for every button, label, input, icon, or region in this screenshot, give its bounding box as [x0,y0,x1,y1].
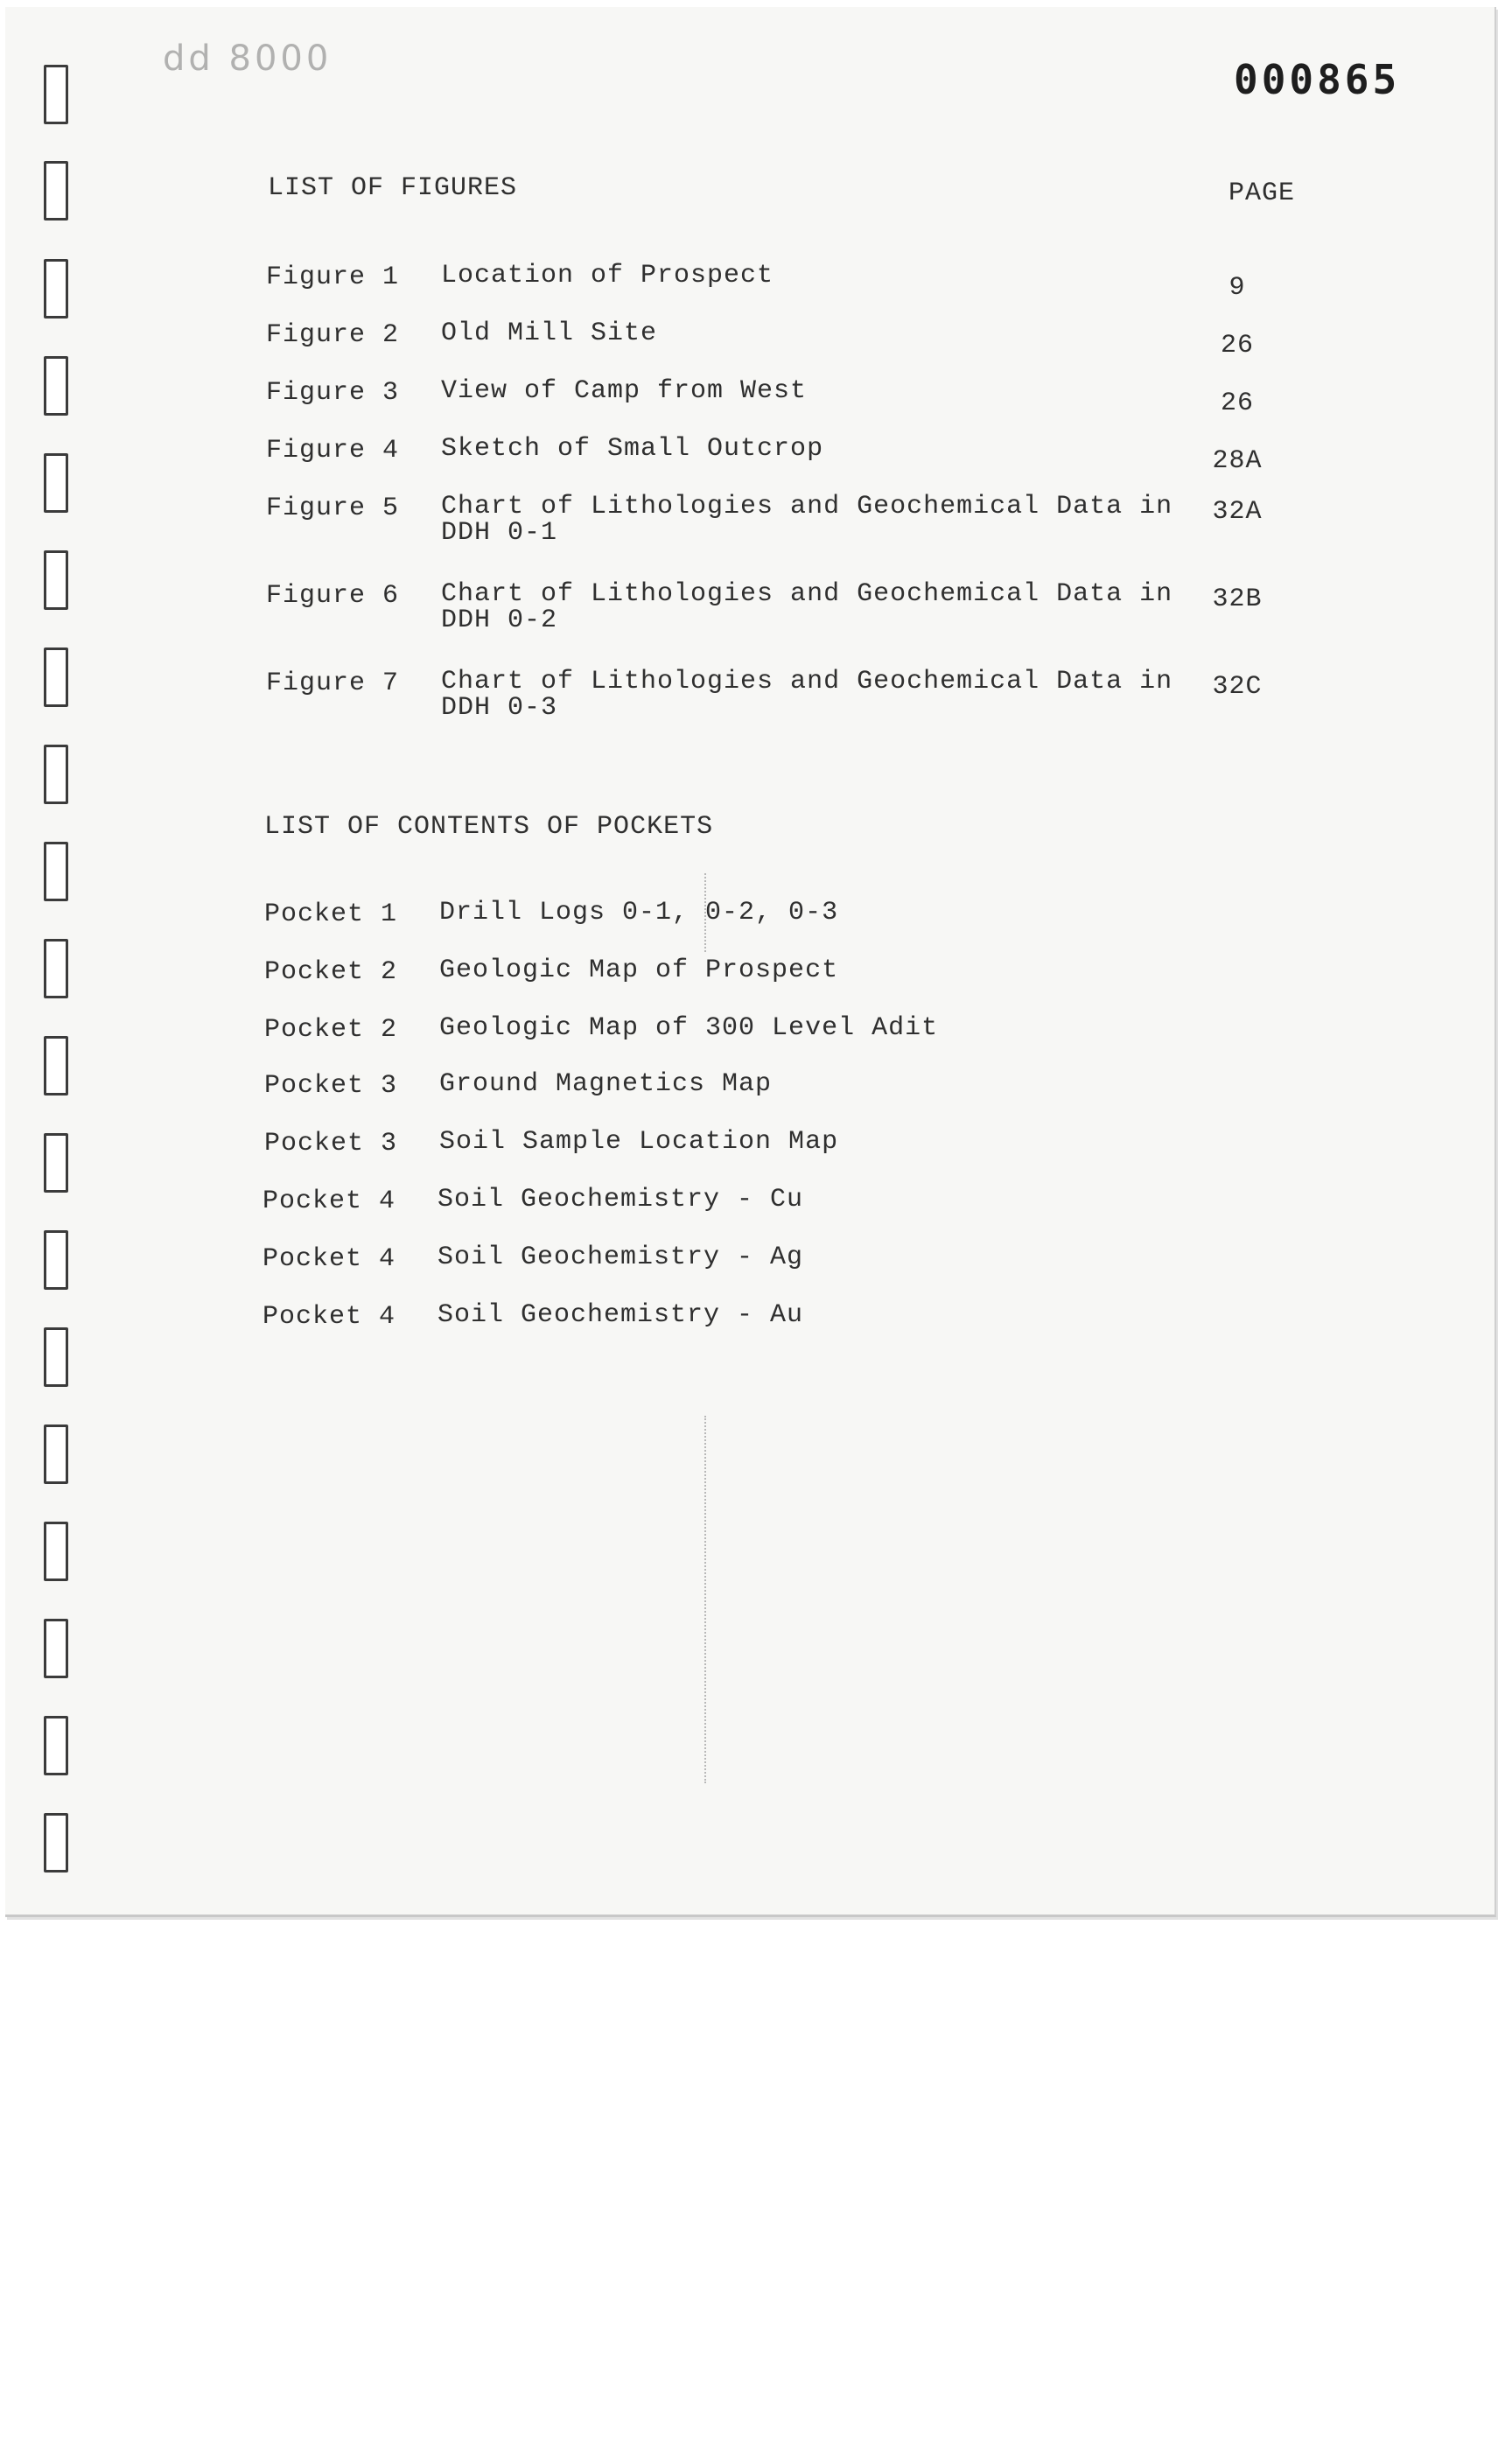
figure-row [266,320,1272,360]
binder-hole-icon [44,648,68,707]
pocket-label: Pocket 4 [262,1244,396,1274]
pocket-title: Soil Geochemistry - Au [438,1300,804,1330]
binder-hole-icon [44,161,68,220]
document-number: 000865 [1234,56,1401,103]
figure-page: 28A [1212,446,1263,476]
faded-stamp: dd 8000 [163,38,332,79]
figure-page: 9 [1228,273,1246,303]
figure-title: Old Mill Site [441,318,658,348]
figure-label: Figure 1 [266,262,400,292]
pocket-row [262,1244,1199,1274]
figure-label: Figure 4 [266,436,400,466]
binder-hole-icon [44,550,68,610]
binder-hole-icon [44,453,68,513]
figure-page: 32C [1212,672,1263,702]
pocket-label: Pocket 4 [262,1302,396,1332]
figure-title: Chart of Lithologies and Geochemical Data in DDH 0-3 [441,667,1173,723]
pocket-title: Geologic Map of 300 Level Adit [439,1013,939,1043]
binder-hole-icon [44,1230,68,1290]
pocket-title: Soil Geochemistry - Ag [438,1242,804,1272]
pocket-row [264,1129,1200,1158]
figure-title: Sketch of Small Outcrop [441,434,824,464]
pocket-row [262,1302,1199,1332]
figure-row [266,494,1272,546]
binder-hole-icon [44,259,68,318]
pocket-label: Pocket 1 [264,900,398,929]
figure-page: 32B [1212,584,1263,614]
figure-row [266,436,1272,476]
binder-hole-icon [44,1716,68,1775]
binder-hole-icon [44,1133,68,1193]
pocket-title: Soil Geochemistry - Cu [438,1185,804,1214]
binder-hole-icon [44,842,68,901]
figure-page: 26 [1220,388,1254,418]
figure-label: Figure 2 [266,320,400,350]
page-column-heading: PAGE [1228,178,1296,208]
figure-row [266,581,1272,634]
figures-heading: LIST OF FIGURES [268,173,518,203]
binder-hole-icon [44,1522,68,1581]
figure-label: Figure 3 [266,378,400,408]
pocket-row [262,1186,1199,1216]
pocket-label: Pocket 3 [264,1071,398,1101]
figure-page: 32A [1212,497,1263,527]
figure-label: Figure 6 [266,581,400,611]
figure-title: Location of Prospect [441,261,774,290]
pocket-row [264,1071,1200,1101]
pocket-row [264,957,1200,987]
figure-label: Figure 5 [266,494,400,523]
binder-hole-icon [44,1619,68,1678]
pocket-label: Pocket 2 [264,1015,398,1045]
pocket-row [264,900,1200,929]
binder-hole-icon [44,1424,68,1484]
binder-hole-icon [44,65,68,124]
pocket-title: Soil Sample Location Map [439,1127,839,1157]
pocket-label: Pocket 3 [264,1129,398,1158]
pocket-title: Geologic Map of Prospect [439,956,839,985]
pocket-label: Pocket 4 [262,1186,396,1216]
pocket-title: Drill Logs 0-1, 0-2, 0-3 [439,898,839,928]
binder-hole-icon [44,1327,68,1387]
binder-hole-icon [44,1036,68,1096]
figure-row [266,668,1272,721]
figure-label: Figure 7 [266,668,400,698]
figure-title: View of Camp from West [441,376,808,406]
pocket-title: Ground Magnetics Map [439,1069,773,1099]
pocket-label: Pocket 2 [264,957,398,987]
binder-hole-icon [44,745,68,804]
figure-title: Chart of Lithologies and Geochemical Data in DDH 0-1 [441,492,1173,548]
binder-hole-icon [44,356,68,416]
binder-hole-icon [44,939,68,998]
pocket-row [264,1015,1200,1045]
binder-hole-icon [44,1813,68,1872]
figure-row [266,378,1272,418]
figure-row [266,262,1272,303]
fold-line [704,1416,706,1783]
pockets-heading: LIST OF CONTENTS OF POCKETS [264,812,714,842]
scanned-page [5,7,1496,1917]
figure-page: 26 [1220,331,1254,360]
figure-title: Chart of Lithologies and Geochemical Data in DDH 0-2 [441,579,1173,635]
